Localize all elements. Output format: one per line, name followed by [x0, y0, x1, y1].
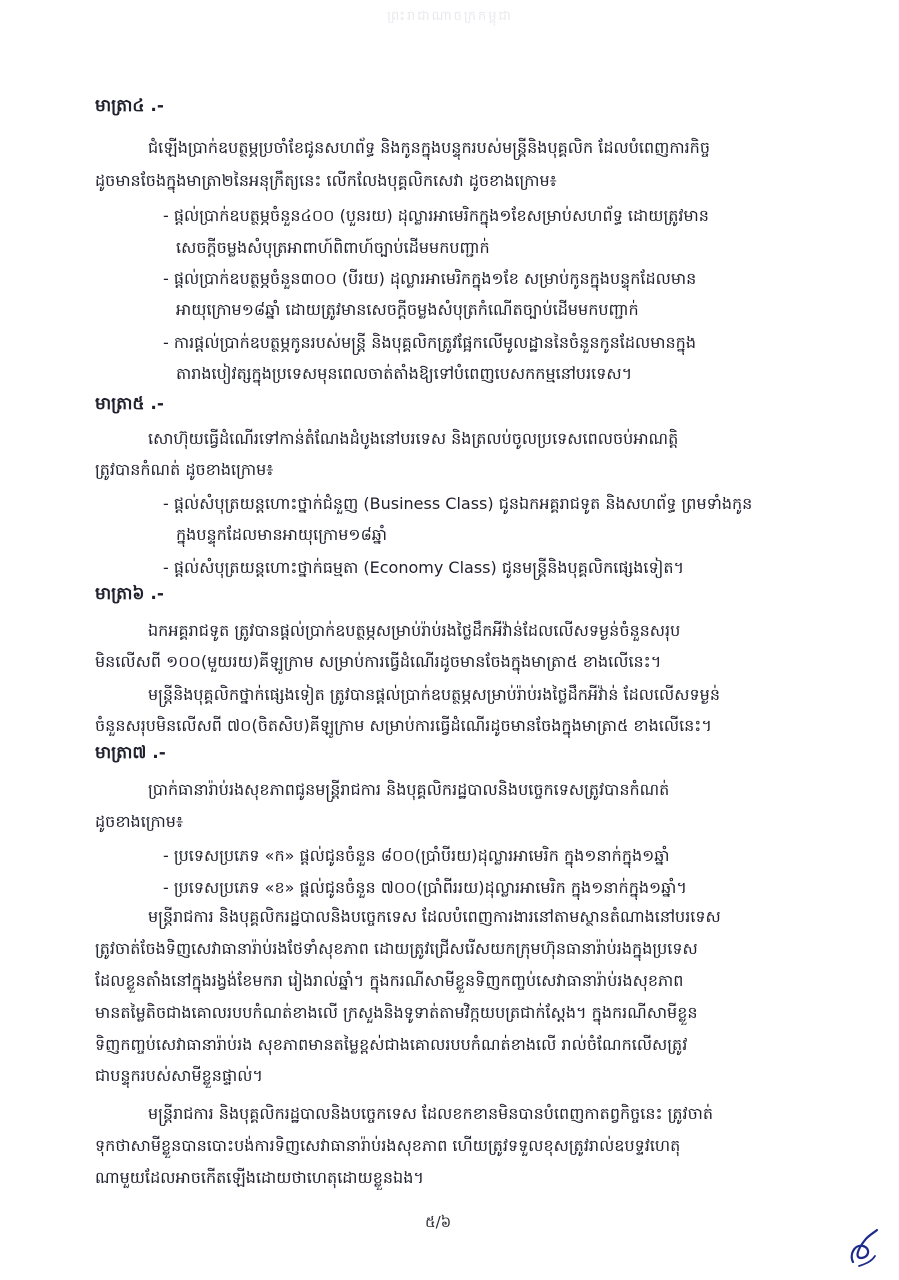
article-6-line-3: មន្ត្រីនិងបុគ្គលិកថ្នាក់ផ្សេងទៀត ត្រូវបានផ្តល់ប្រាក់ឧបត្ថម្ភសម្រាប់រ៉ាប់រងថ្លៃដឹកអីវ៉ាន់ ដែលលើសទម្ងន់ [148, 685, 720, 704]
article-7-para-1-line-1: មន្ត្រីរាជការ និងបុគ្គលិករដ្ឋបាលនិងបច្ចេកទេស ដែលបំពេញការងារនៅតាមស្ថានតំណាងនៅបរទេស [148, 907, 721, 926]
article-7-para-1-line-6: ជាបន្ទុករបស់សាមីខ្លួនផ្ទាល់។ [95, 1066, 263, 1085]
faded-header-text: ព្រះរាជាណាចក្រកម្ពុជា [387, 9, 513, 24]
article-5-bullet-1-cont: ក្នុងបន្ទុកដែលមានអាយុក្រោម១៨ឆ្នាំ [176, 525, 388, 544]
article-5-line-1: សោហ៊ុយធ្វើដំណើរទៅកាន់តំណែងដំបូងនៅបរទេស និងត្រលប់ចូលប្រទេសពេលចប់អាណត្តិ [148, 429, 679, 448]
article-7-para-2-line-2: ទុកថាសាមីខ្លួនបានបោះបង់ការទិញសេវាធានារ៉ាប់រងសុខភាព ហើយត្រូវទទួលខុសត្រូវរាល់ឧបទ្ទវហេតុ [95, 1136, 681, 1155]
article-4-line-2: ដូចមានចែងក្នុងមាត្រា២នៃអនុក្រឹត្យនេះ លើកលែងបុគ្គលិកសេវា ដូចខាងក្រោម៖ [95, 171, 557, 190]
article-5-line-2: ត្រូវបានកំណត់ ដូចខាងក្រោម៖ [95, 460, 274, 479]
article-7-bullet-2: - ប្រទេសប្រភេទ «ខ» ផ្តល់ជូនចំនួន ៧០០(ប្រាំពីររយ)ដុល្លារអាមេរិក ក្នុង១នាក់ក្នុង១ឆ្នាំ។ [163, 878, 687, 897]
article-7-para-1-line-2: ត្រូវចាត់ចែងទិញសេវាធានារ៉ាប់រងថែទាំសុខភាព ដោយត្រូវជ្រើសរើសយកក្រុមហ៊ុនធានារ៉ាប់រងក្នុងប្រទេស [95, 939, 698, 958]
article-7-line-1: ប្រាក់ធានារ៉ាប់រងសុខភាពជូនមន្ត្រីរាជការ និងបុគ្គលិករដ្ឋបាលនិងបច្ចេកទេសត្រូវបានកំណត់ [148, 780, 670, 799]
article-6-line-1: ឯកអគ្គរាជទូត ត្រូវបានផ្តល់ប្រាក់ឧបត្ថម្ភសម្រាប់រ៉ាប់រងថ្លៃដឹកអីវ៉ាន់ដែលលើសទម្ងន់ចំនួនសរុប [148, 621, 681, 640]
article-4-bullet-3: - ការផ្តល់ប្រាក់ឧបត្ថម្ភកូនរបស់មន្ត្រី និងបុគ្គលិកត្រូវផ្អែកលើមូលដ្ឋាននៃចំនួនកូនដែលមានក្នុង [163, 333, 696, 352]
article-7-para-1-line-3: ដែលខ្លួនតាំងនៅក្នុងរង្វង់ខែមករា រៀងរាល់ឆ្នាំ។ ក្នុងករណីសាមីខ្លួនទិញកញ្ចប់សេវាធានារ៉ាប់រងសុខភាព [95, 971, 684, 990]
article-4-bullet-1-cont: សេចក្តីចម្លងសំបុត្រអាពាហ៍ពិពាហ៍ច្បាប់ដើមមកបញ្ជាក់ [176, 238, 490, 257]
article-4-line-1: ជំឡើងប្រាក់ឧបត្ថម្ភប្រចាំខែជូនសហព័ទ្ធ និងកូនក្នុងបន្ទុករបស់មន្ត្រីនិងបុគ្គលិក ដែលបំពេញការកិច្ច [148, 138, 710, 157]
article-4-bullet-3-cont: តារាងបៀវត្សក្នុងប្រទេសមុនពេលចាត់តាំងឱ្យទៅបំពេញបេសកកម្មនៅបរទេស។ [176, 364, 633, 383]
page-number: ៥/៦ [425, 1213, 452, 1231]
article-4-bullet-1: - ផ្តល់ប្រាក់ឧបត្ថម្ភចំនួន៤០០ (បួនរយ) ដុល្លារអាមេរិកក្នុង១ខែសម្រាប់សហព័ទ្ធ ដោយត្រូវមាន [163, 206, 709, 225]
article-6-line-2: មិនលើសពី ១០០(មួយរយ)គីឡូក្រាម សម្រាប់ការធ្វើដំណើរដូចមានចែងក្នុងមាត្រា៥ ខាងលើនេះ។ [95, 652, 662, 671]
article-5-heading: មាត្រា៥ .- [95, 394, 164, 414]
article-7-bullet-1: - ប្រទេសប្រភេទ «ក» ផ្តល់ជូនចំនួន ៨០០(ប្រាំបីរយ)ដុល្លារអាមេរិក ក្នុង១នាក់ក្នុង១ឆ្នាំ [163, 846, 670, 865]
article-7-para-1-line-4: មានតម្លៃតិចជាងគោលរបបកំណត់ខាងលើ ក្រសួងនិងទូទាត់តាមវិក្កយបត្រជាក់ស្តែង។ ក្នុងករណីសាមីខ្លួន [95, 1003, 698, 1022]
article-4-bullet-2: - ផ្តល់ប្រាក់ឧបត្ថម្ភចំនួន៣០០ (បីរយ) ដុល្លារអាមេរិកក្នុង១ខែ សម្រាប់កូនក្នុងបន្ទុកដែលមាន [163, 269, 697, 288]
article-7-para-2-line-3: ណាមួយដែលអាចកើតឡើងដោយថាហេតុដោយខ្លួនឯង។ [95, 1168, 424, 1187]
signature-initial-icon [845, 1226, 881, 1270]
article-5-bullet-1: - ផ្តល់សំបុត្រយន្តហោះថ្នាក់ជំនួញ (Business Class) ជូនឯកអគ្គរាជទូត និងសហព័ទ្ធ ព្រមទាំងកូន [163, 494, 753, 513]
article-7-para-1-line-5: ទិញកញ្ចប់សេវាធានារ៉ាប់រង សុខភាពមានតម្លៃខ្ពស់ជាងគោលរបបកំណត់ខាងលើ រាល់ចំណែកលើសត្រូវ [95, 1035, 688, 1054]
article-4-heading: មាត្រា៤ .- [95, 96, 164, 116]
article-7-para-2-line-1: មន្ត្រីរាជការ និងបុគ្គលិករដ្ឋបាលនិងបច្ចេកទេស ដែលខកខានមិនបានបំពេញកាតព្វកិច្ចនេះ ត្រូវចាត់ [148, 1104, 714, 1123]
article-7-line-2: ដូចខាងក្រោម៖ [95, 812, 183, 831]
article-5-bullet-2: - ផ្តល់សំបុត្រយន្តហោះថ្នាក់ធម្មតា (Economy Class) ជូនមន្ត្រីនិងបុគ្គលិកផ្សេងទៀត។ [163, 558, 685, 577]
article-4-bullet-2-cont: អាយុក្រោម១៨ឆ្នាំ ដោយត្រូវមានសេចក្តីចម្លងសំបុត្រកំណើតច្បាប់ដើមមកបញ្ជាក់ [176, 300, 639, 319]
article-6-line-4: ចំនួនសរុបមិនលើសពី ៧០(ចិតសិប)គីឡូក្រាម សម្រាប់ការធ្វើដំណើរដូចមានចែងក្នុងមាត្រា៥ ខាងលើនេះ។ [95, 716, 712, 735]
article-7-heading: មាត្រា៧ .- [95, 743, 166, 763]
article-6-heading: មាត្រា៦ .- [95, 584, 164, 604]
